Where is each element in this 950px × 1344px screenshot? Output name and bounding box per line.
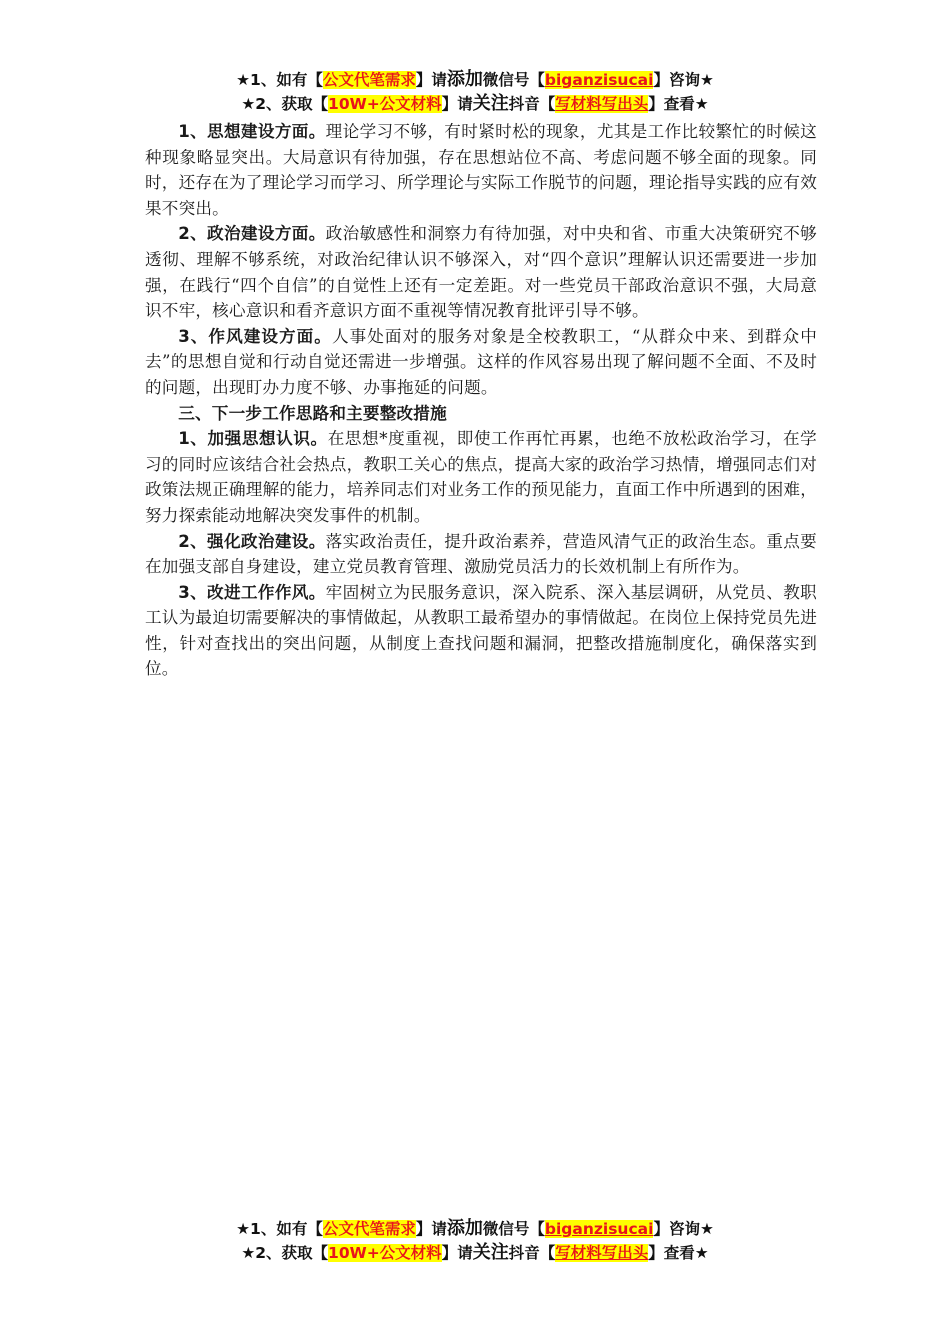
paragraph-politics: [145, 221, 817, 323]
banner-text: 】查看★: [648, 95, 709, 113]
banner-text: 】请: [441, 95, 473, 113]
paragraph-text: 牢固树立为民服务意识，深入院系、深入基层调研，从党员、教职工认为最迫切需要解决的事情做起，从教职工最希望办的事情做起。在岗位上保持党员先进性，针对查找出的突出问题，从制度上查找问题和漏洞，把整改措施制度化，确保落实到位。: [145, 582, 817, 679]
paragraph-text: 政治敏感性和洞察力有待加强，对中央和省、市重大决策研究不够透彻、理解不够系统，对政治纪律认识不够深入，对“四个意识”理解认识还需要进一步加强，在践行“四个自信”的自觉性上还有一定差距。对一些党员干部政治意识不强，大局意识不牢，核心意识和看齐意识方面不重视等情况教育批评引导不够。: [145, 224, 817, 321]
banner-text: 】请: [415, 71, 447, 89]
banner-line-1: [0, 1217, 950, 1241]
banner-line-2: [0, 1241, 950, 1265]
banner-text: 】咨询★: [653, 1220, 714, 1238]
douyin-account-highlight: 写材料写出头: [555, 1244, 649, 1262]
banner-emphasis: 添加: [446, 69, 483, 90]
section-heading-next-steps: [145, 401, 817, 427]
banner-text: ★1、如有【: [236, 71, 323, 89]
banner-text: ★2、获取【: [241, 1244, 329, 1262]
banner-text: 抖音【: [508, 1244, 556, 1262]
banner-text: 】查看★: [648, 1244, 709, 1262]
paragraph-heading: 1、加强思想认识。: [178, 429, 328, 449]
paragraph-improve-style: [145, 580, 817, 682]
paragraph-work-style: [145, 324, 817, 401]
banner-text: 】咨询★: [653, 71, 714, 89]
banner-line-2: [0, 92, 950, 116]
paragraph-ideology: [145, 119, 817, 221]
paragraph-heading: 2、政治建设方面。: [178, 224, 326, 244]
banner-text: ★2、获取【: [241, 95, 329, 113]
materials-highlight: 10W+公文材料: [328, 95, 442, 113]
banner-text: 微信号【: [482, 1220, 545, 1238]
wechat-id-highlight: biganzisucai: [544, 1220, 654, 1238]
paragraph-heading: 3、改进工作作风。: [178, 582, 326, 602]
materials-highlight: 10W+公文材料: [328, 1244, 442, 1262]
header-banner: [0, 68, 950, 116]
banner-text: 】请: [441, 1244, 473, 1262]
paragraph-text: 人事处面对的服务对象是全校教职工，“从群众中来、到群众中去”的思想自觉和行动自觉还需进一步增强。这样的作风容易出现了解问题不全面、不及时的问题，出现盯办力度不够、办事拖延的问题。: [145, 326, 817, 397]
paragraph-strengthen-thought: [145, 426, 817, 528]
banner-emphasis: 关注: [472, 1242, 509, 1263]
footer-banner: [0, 1217, 950, 1265]
paragraph-heading: 1、思想建设方面。: [178, 122, 326, 141]
paragraph-political-building: [145, 529, 817, 580]
service-highlight: 公文代笔需求: [322, 71, 416, 89]
banner-text: 抖音【: [508, 95, 556, 113]
banner-text: ★1、如有【: [236, 1220, 323, 1238]
paragraph-heading: 3、作风建设方面。: [178, 326, 332, 346]
banner-line-1: [0, 68, 950, 92]
paragraph-text: 在思想*度重视，即使工作再忙再累，也绝不放松政治学习，在学习的同时应该结合社会热点，教职工关心的焦点，提高大家的政治学习热情，增强同志们对政策法规正确理解的能力，培养同志们对业务工作的预见能力，直面工作中所遇到的困难，努力探索能动地解决突发事件的机制。: [145, 429, 817, 525]
wechat-id-highlight: biganzisucai: [544, 71, 654, 89]
section-heading: 三、下一步工作思路和主要整改措施: [178, 403, 447, 423]
document-body: [145, 119, 817, 682]
banner-emphasis: 添加: [446, 1218, 483, 1239]
paragraph-text: 理论学习不够，有时紧时松的现象，尤其是工作比较繁忙的时候这种现象略显突出。大局意识有待加强，存在思想站位不高、考虑问题不够全面的现象。同时，还存在为了理论学习而学习、所学理论与实际工作脱节的问题，理论指导实践的应有效果不突出。: [145, 122, 817, 218]
service-highlight: 公文代笔需求: [322, 1220, 416, 1238]
banner-text: 微信号【: [482, 71, 545, 89]
paragraph-text: 落实政治责任，提升政治素养，营造风清气正的政治生态。重点要在加强支部自身建设，建立党员教育管理、激励党员活力的长效机制上有所作为。: [145, 531, 817, 577]
paragraph-heading: 2、强化政治建设。: [178, 531, 326, 551]
banner-emphasis: 关注: [472, 93, 509, 114]
banner-text: 】请: [415, 1220, 447, 1238]
douyin-account-highlight: 写材料写出头: [555, 95, 649, 113]
